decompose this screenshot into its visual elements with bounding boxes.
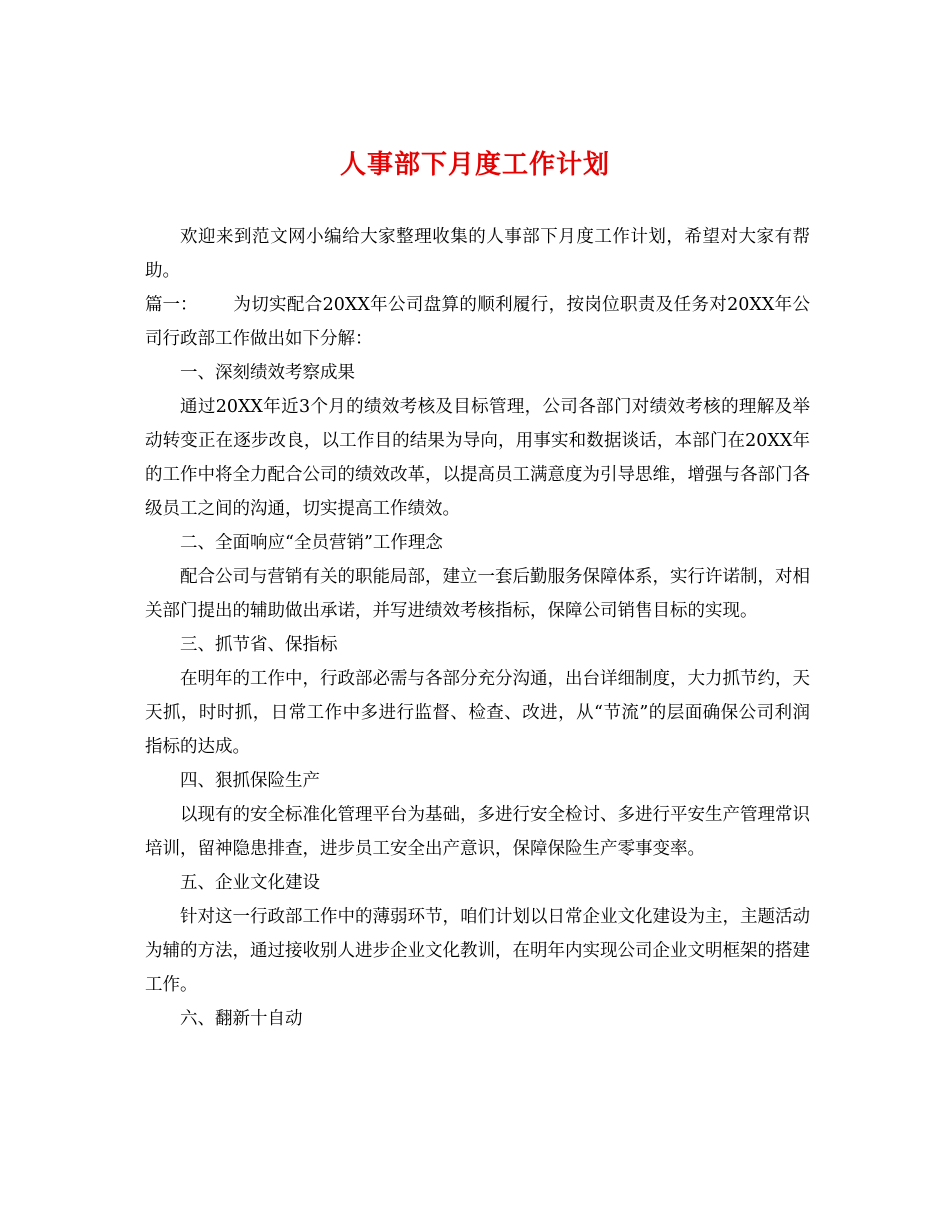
paragraph-5: 针对这一行政部工作中的薄弱环节，咱们计划以日常企业文化建设为主，主题活动为辅的方法，通过接收别人进步企业文化教训，在明年内实现公司企业文明框架的搭建工作。 <box>145 907 810 995</box>
document-body <box>145 220 810 1036</box>
heading-3: 三、抓节省、保指标 <box>180 635 338 655</box>
heading-6: 六、翻新十自动 <box>180 1009 303 1029</box>
intro-paragraph: 欢迎来到范文网小编给大家整理收集的人事部下月度工作计划，希望对大家有帮助。 <box>145 227 810 281</box>
paragraph-4: 以现有的安全标准化管理平台为基础，多进行安全检讨、多进行平安生产管理常识培训，留神隐患排查，进步员工安全出产意识，保障保险生产零事变率。 <box>145 805 810 859</box>
paragraph-1: 通过20XX年近3个月的绩效考核及目标管理，公司各部门对绩效考核的理解及举动转变正在逐步改良，以工作目的结果为导向，用事实和数据谈话，本部门在20XX年的工作中将全力配合公司的绩效改革，以提高员工满意度为引导思维，增强与各部门各级员工之间的沟通，切实提高工作绩效。 <box>145 397 810 519</box>
paragraph-2: 配合公司与营销有关的职能局部，建立一套后勤服务保障体系，实行许诺制，对相关部门提出的辅助做出承诺，并写进绩效考核指标，保障公司销售目标的实现。 <box>145 567 810 621</box>
heading-4: 四、狠抓保险生产 <box>180 771 320 791</box>
document-title: 人事部下月度工作计划 <box>339 150 610 180</box>
section-one-label: 篇一： <box>145 295 198 315</box>
section-one-paragraph <box>145 288 810 356</box>
heading-2: 二、全面响应“全员营销”工作理念 <box>180 533 443 553</box>
section-one-text: 为切实配合20XX年公司盘算的顺利履行，按岗位职责及任务对20XX年公司行政部工作做出如下分解： <box>145 295 810 349</box>
heading-1: 一、深刻绩效考察成果 <box>180 363 355 383</box>
heading-5: 五、企业文化建设 <box>180 873 320 893</box>
paragraph-3: 在明年的工作中，行政部必需与各部分充分沟通，出台详细制度，大力抓节约，天天抓，时时抓，日常工作中多进行监督、检查、改进，从“节流”的层面确保公司利润指标的达成。 <box>145 669 810 757</box>
